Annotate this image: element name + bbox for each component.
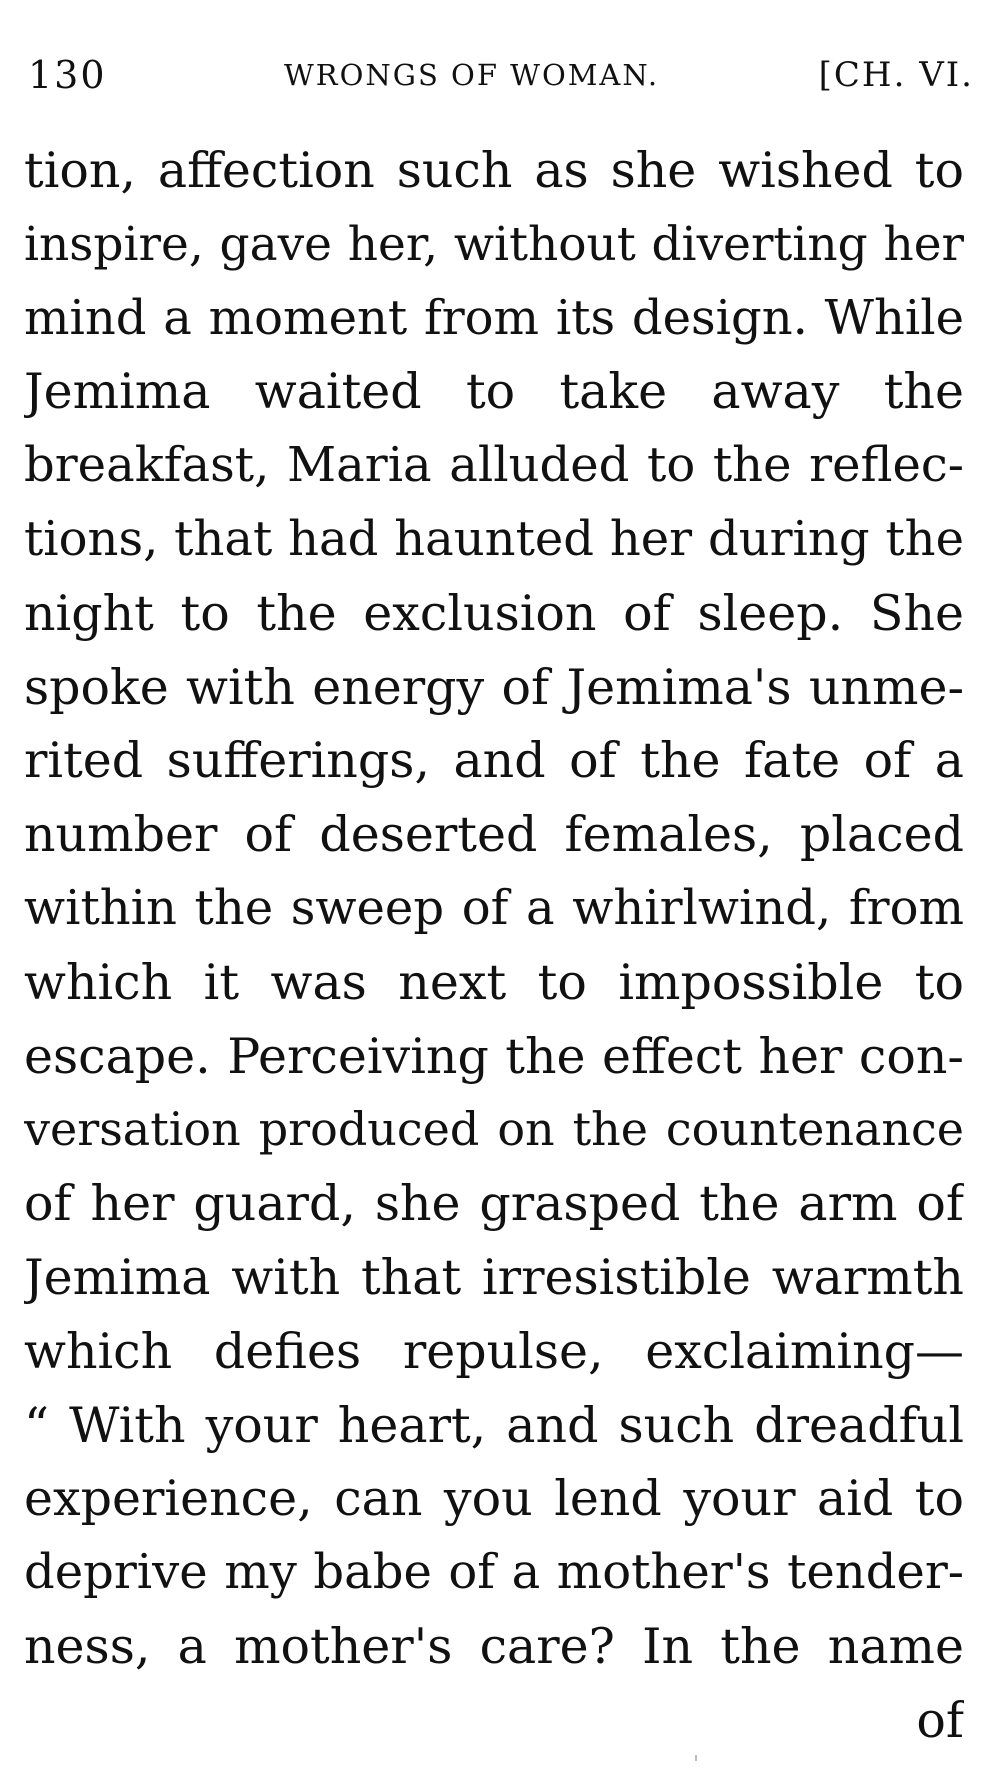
- text-line: deprive my babe of a mother's tender-: [24, 1544, 964, 1601]
- text-line: Jemima waited to take away the: [24, 363, 964, 421]
- text-line: number of deserted females, placed: [24, 806, 964, 864]
- text-line: tion, affection such as she wished to: [24, 142, 964, 199]
- text-line: spoke with energy of Jemima's unme-: [24, 658, 964, 716]
- book-title: WRONGS OF WOMAN.: [284, 58, 660, 92]
- chapter-reference: [CH. VI.: [818, 55, 974, 95]
- text-line: inspire, gave her, without diverting her: [24, 216, 964, 272]
- text-line: rited sufferings, and of the fate of a: [24, 732, 964, 790]
- text-line: ness, a mother's care? In the name: [24, 1617, 964, 1675]
- text-line: experience, can you lend your aid to: [24, 1470, 964, 1528]
- print-speck: [695, 1755, 697, 1761]
- body-text: [24, 134, 964, 1758]
- text-line: tions, that had haunted her during the: [24, 510, 964, 567]
- text-line: night to the exclusion of sleep. She: [24, 584, 964, 642]
- catchword-line: of: [916, 1691, 964, 1749]
- text-line: within the sweep of a whirlwind, from: [24, 879, 964, 936]
- text-line: of her guard, she grasped the arm of: [24, 1175, 964, 1233]
- page-number: 130: [28, 53, 107, 97]
- text-line: breakfast, Maria alluded to the reflec-: [24, 437, 964, 494]
- running-head: [24, 40, 974, 110]
- text-line: which defies repulse, exclaiming—: [24, 1322, 964, 1380]
- text-line: mind a moment from its design. While: [24, 289, 964, 346]
- text-line: Jemima with that irresistible warmth: [24, 1248, 964, 1306]
- text-line: “ With your heart, and such dreadful: [24, 1396, 964, 1454]
- text-line: escape. Perceiving the effect her con-: [24, 1027, 964, 1085]
- text-line: versation produced on the countenance: [24, 1102, 964, 1157]
- text-line: which it was next to impossible to: [24, 953, 964, 1011]
